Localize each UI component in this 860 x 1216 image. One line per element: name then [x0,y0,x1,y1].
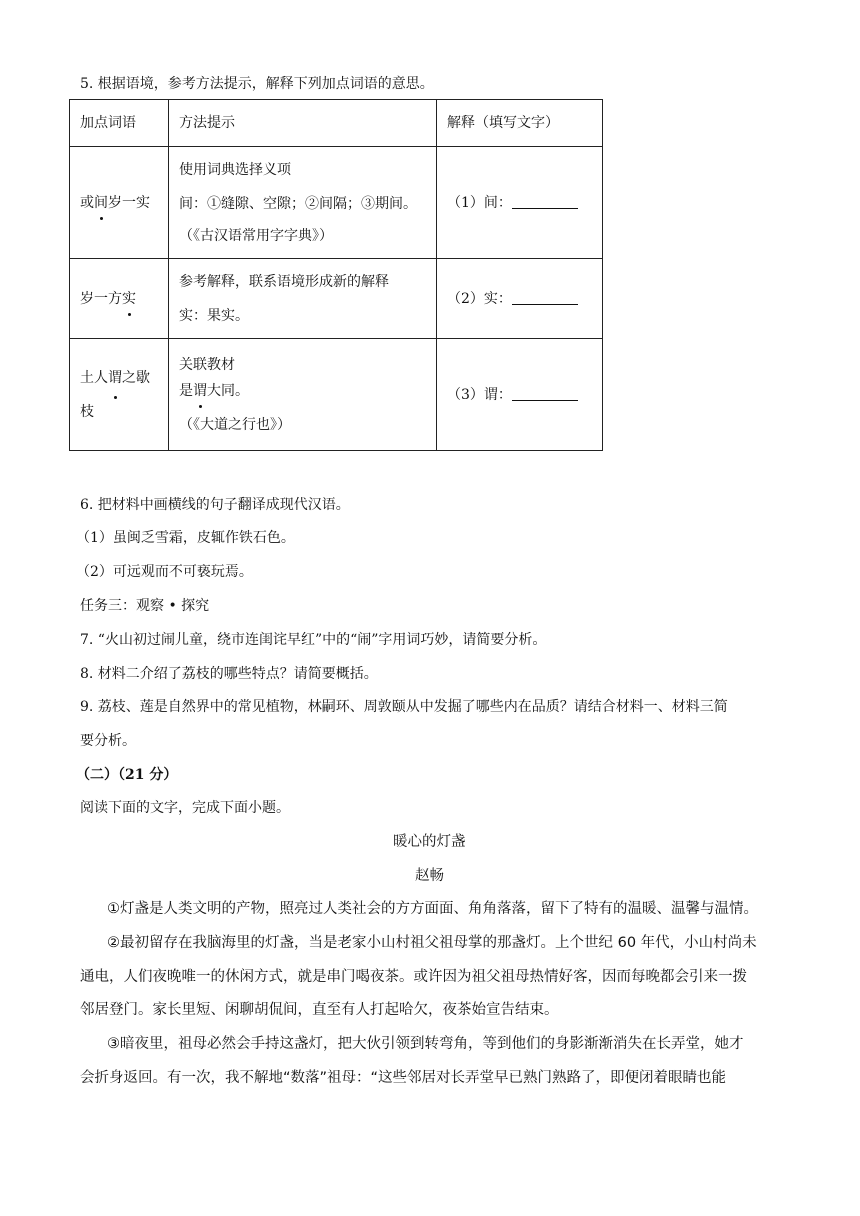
q9-stem-line1: 9. 荔枝、莲是自然界中的常见植物，林嗣环、周敦颐从中发掘了哪些内在品质？请结合材料一、材料三简 [80,699,728,715]
section2-instruction: 阅读下面的文字，完成下面小题。 [80,800,290,816]
dotted-char: 实 [122,286,136,312]
word-cell: 或间岁一实 [70,147,169,259]
dotted-char: 谓 [193,378,207,404]
header-cell: 方法提示 [169,100,437,147]
dotted-char: 间 [94,190,108,216]
word-cell: 岁一方实 [70,259,169,339]
q6-item-1: （1）虽闽乏雪霜，皮辄作铁石色。 [76,530,295,546]
q5-table [69,99,603,451]
hint-cell: 参考解释，联系语境形成新的解释 实：果实。 [169,259,437,339]
table-row [70,339,603,451]
q5-stem: 5. 根据语境，参考方法提示，解释下列加点词语的意思。 [80,76,434,92]
table-row [70,147,603,259]
essay-paragraph-2-line-3: 邻居登门。家长里短、闲聊胡侃间，直至有人打起哈欠，夜茶始宣告结束。 [80,1002,559,1018]
q6-stem: 6. 把材料中画横线的句子翻译成现代汉语。 [80,497,350,513]
answer-cell: （1）间： [437,147,603,259]
essay-paragraph-1: ①灯盏是人类文明的产物，照亮过人类社会的方方面面、角角落落，留下了特有的温暖、温馨与温情。 [107,901,758,917]
answer-cell: （2）实： [437,259,603,339]
task3-heading: 任务三：观察 • 探究 [80,598,210,614]
table-header-row [70,100,603,147]
section2-heading: （二）（21 分） [76,767,178,783]
essay-paragraph-3-line-2: 会折身返回。有一次，我不解地“数落”祖母：“这些邻居对长弄堂早已熟门熟路了，即便闭着眼睛也能 [80,1070,727,1086]
essay-paragraph-2-line-2: 通电，人们夜晚唯一的休闲方式，就是串门喝夜茶。或许因为祖父祖母热情好客，因而每晚都会引来一拨 [80,969,747,985]
essay-title: 暖心的灯盏 [393,834,466,850]
essay-paragraph-2-line-1: ②最初留存在我脑海里的灯盏，当是老家小山村祖父祖母掌的那盏灯。上个世纪 60 年代，小山村尚未 [107,935,757,951]
header-cell: 解释（填写文字） [437,100,603,147]
answer-blank[interactable] [512,290,578,305]
essay-paragraph-3-line-1: ③暗夜里，祖母必然会手持这盏灯，把大伙引领到转弯角，等到他们的身影渐渐消失在长弄堂，她才 [107,1036,744,1052]
answer-blank[interactable] [512,386,578,401]
hint-cell: 使用词典选择义项 间：①缝隙、空隙；②间隔；③期间。 （《古汉语常用字字典》） [169,147,437,259]
q8-stem: 8. 材料二介绍了荔枝的哪些特点？请简要概括。 [80,666,378,682]
essay-author: 赵畅 [415,868,444,884]
q7-stem: 7. “火山初过闹儿童，绕市连闺诧早红”中的“闹”字用词巧妙，请简要分析。 [80,632,547,648]
header-cell: 加点词语 [70,100,169,147]
table-row [70,259,603,339]
answer-cell: （3）谓： [437,339,603,451]
q6-item-2: （2）可远观而不可亵玩焉。 [76,564,253,580]
word-cell: 土人谓之歇 枝 [70,339,169,451]
q9-stem-line2: 要分析。 [80,733,136,749]
answer-blank[interactable] [512,194,578,209]
hint-cell: 关联教材 是谓大同。 （《大道之行也》） [169,339,437,451]
dotted-char: 谓 [108,361,122,395]
